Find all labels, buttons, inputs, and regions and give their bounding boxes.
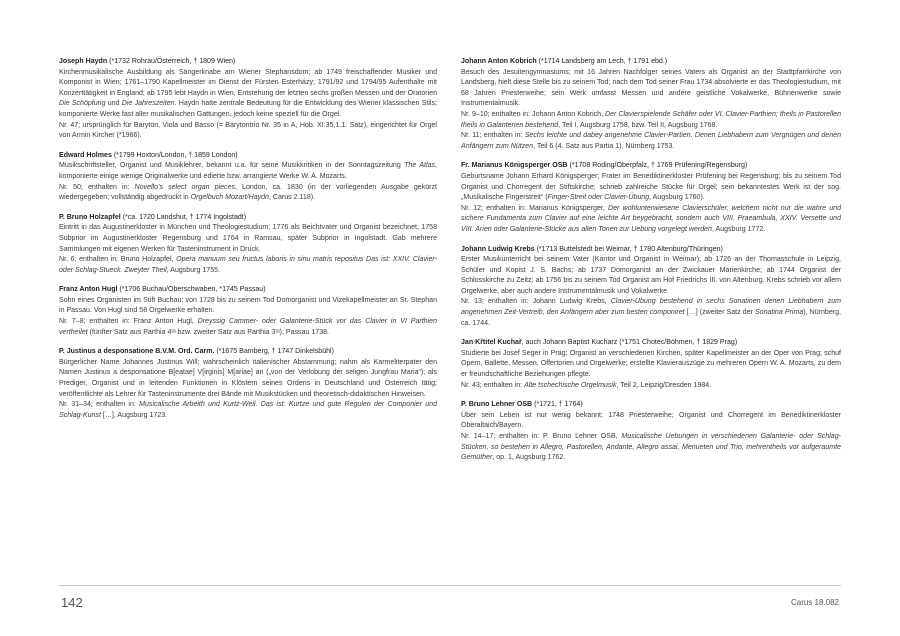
- life-dates: (*ca. 1720 Landshut, † 1774 Ingolstadt): [120, 213, 247, 221]
- entry-edward-holmes: [59, 151, 437, 204]
- italic-text: Alte tschechische Orgelmusik: [524, 381, 617, 389]
- text-run: Nr. 12; enthalten in: Marianus Königsperger,: [461, 204, 609, 212]
- entry-p-bruno-holzapfel: [59, 213, 437, 277]
- text-run: , London, ca. 1830 (in der vorliegenden Ausgabe gekürzt wiedergegeben; vollständig abgedruckt in: [59, 183, 437, 202]
- text-run: Nr. 31–34; enthalten in:: [59, 401, 140, 409]
- entry-paragraph: [59, 400, 437, 421]
- life-dates: (*1714 Landsberg am Lech, † 1791 ebd.): [536, 58, 668, 65]
- composer-name: Johann Anton Kobrich: [461, 58, 537, 65]
- text-run: , Augsburg 1755.: [166, 266, 221, 274]
- entry-heading: [59, 151, 437, 162]
- entry-heading: [59, 285, 437, 296]
- entry-johann-ludwig-krebs: [461, 245, 841, 330]
- entry-paragraph: [461, 381, 841, 392]
- left-column: [59, 57, 437, 430]
- entry-paragraph: [59, 121, 437, 142]
- text-run: […] (zweiter Satz der: [684, 309, 755, 317]
- italic-text: Die Schöpfung: [59, 100, 106, 108]
- italic-text: Musicalische Arbeith und Kurtz-Weil. Das ist: Kurtze und gute Regulen der Componier und Schlag-Kunst: [59, 401, 437, 419]
- entry-paragraph: [461, 297, 841, 329]
- composer-name: Edward Holmes: [59, 151, 112, 159]
- entry-heading: [59, 213, 437, 224]
- text-run: Nr. 14–17; enthalten in: P. Bruno Lehner OSB,: [461, 433, 622, 440]
- life-dates: (*1732 Rohrau/Österreich, † 1809 Wien): [107, 58, 236, 65]
- entry-p-justinus-a-desponsatione-b-v-m-ord-carm: [59, 347, 437, 421]
- entry-paragraph: [461, 68, 841, 110]
- italic-text: The Atlas: [404, 162, 436, 170]
- italic-text: Opera manuum seu fructus laboris in sinu matris repositus Das ist: XXIV. Clavier- oder Schlag-Stueck. Zweyter Theil: [59, 256, 437, 274]
- composer-name: Franz Anton Hugl: [59, 286, 118, 294]
- entry-paragraph: [461, 349, 841, 381]
- entry-heading: [461, 57, 841, 68]
- publisher-reference: Carus 18.082: [790, 598, 839, 607]
- footer-rule: [59, 585, 841, 586]
- text-run: […], Augsburg 1723.: [100, 411, 168, 419]
- entry-paragraph: [59, 223, 437, 255]
- italic-text: Sonatina Prima: [754, 309, 804, 317]
- italic-text: Musicalische Uebungen in verschiedenen Galanterie- oder Schlag-Stücken, so bestehen in Allegro, Pastorellen, Andante, Allegro assai, Menueten und Trio, mehrentheils vor aufgeraumte Gemüther: [461, 433, 841, 462]
- text-run: Nr. 6; enthalten in: Bruno Holzapfel,: [59, 256, 177, 264]
- entry-p-bruno-lehner-osb: [461, 400, 841, 464]
- entry-paragraph: [461, 204, 841, 236]
- entry-paragraph: [59, 183, 437, 204]
- text-run: Nr. 7–8; enthalten in: Franz Anton Hugl,: [59, 318, 198, 326]
- text-run: Musikschriftsteller, Organist und Musiklehrer, bekannt u.a. für seine Musikkritiken in der Sonntagszeitung: [59, 162, 405, 170]
- entry-paragraph: [461, 110, 841, 131]
- life-dates: (*1799 Hoxton/London, † 1859 London): [111, 151, 238, 159]
- life-dates: (*1713 Buttelstedt bei Weimar, † 1780 Altenburg/Thüringen): [534, 245, 723, 253]
- italic-text: Clavier-Ubung bestehend in sechs Sonatinen denen Liebhabern zum angenehmen Zeit-Vertreib, den Anfängern aber zum besten componiret: [461, 298, 842, 317]
- text-run: Nr. 43; enthalten in:: [461, 381, 525, 389]
- entry-paragraph: [59, 358, 437, 400]
- text-run: Nr. 13; enthalten in: Johann Ludwig Krebs,: [461, 298, 611, 306]
- italic-text: Die Jahreszeiten: [121, 100, 175, 108]
- entry-franz-anton-hugl: [59, 285, 437, 338]
- text-run: , Augsburg 1772.: [711, 225, 766, 233]
- composer-name: Jan Křtitel Kuchař: [461, 339, 522, 347]
- entry-heading: [461, 245, 841, 256]
- composer-name: P. Justinus a desponsatione B.V.M. Ord. Carm.: [59, 348, 215, 356]
- entry-heading: [461, 338, 841, 349]
- italic-text: Sechs leichte und dabey angenehme Clavier-Partien. Denen Liebhabern zum Vergnügen und denen Anfängern zum Nützen: [461, 132, 841, 150]
- entry-joseph-haydn: [59, 57, 437, 142]
- text-run: Nr. 11; enthalten in:: [461, 132, 525, 140]
- composer-name: Fr. Marianus Königsperger OSB: [461, 162, 568, 170]
- italic-text: Dreyssig Cammer- oder Galanterie-Stück vor das Clavier in VI Parthien vertheilet: [59, 318, 437, 336]
- entry-paragraph: [59, 68, 437, 121]
- text-run: , komponierte einige wenige Originalwerke und edierte bzw. arrangierte Werke W. A. Mozarts.: [59, 162, 437, 180]
- text-run: Bürgerlicher Name Johannes Justinus Will; wahrscheinlich italienischer Abstammung; nahm als Karmeliterpater den Namen Justinus a desponsatione B[eatae] V[irginis] M[ariae] an („von der Verlobung der seligen Jungfrau Maria“); als Prediger, Organist und in leitenden Funktionen in Klöstern seines Ordens in Deutschland und Österreich tätig; veröffentlichte als Lehrer für Tasteninstrumente drei Bände mit Musikstücken und theoretisch-didaktischen Hinweisen.: [59, 358, 437, 398]
- text-run: . Haydn hatte zentrale Bedeutung für die Entwicklung des Wiener klassischen Stils; komponierte Werke fast aller musikalischen Gattungen, jedoch keine speziell für die Orgel.: [59, 100, 437, 118]
- text-run: Nr. 50; enthalten in:: [59, 183, 135, 191]
- entry-johann-anton-kobrich: [461, 57, 841, 152]
- text-run: , Teil 2, Leipzig/Dresden 1984.: [616, 381, 712, 389]
- entry-heading: [59, 347, 437, 358]
- text-run: , Augsburg 1760).: [649, 194, 705, 202]
- life-dates: (*1675 Bamberg, † 1747 Dinkelsbühl): [214, 348, 334, 356]
- life-dates: , auch Johann Baptist Kucharz (*1751 Chotec/Böhmen, † 1829 Prag): [521, 339, 738, 347]
- italic-text: Der Clavierspielende Schäfer oder VI. Clavier-Parthien; theils in Pastorellen theils in Galanterien bestehend: [461, 110, 842, 129]
- entry-paragraph: [461, 131, 841, 152]
- page-number: 142: [61, 595, 83, 610]
- composer-name: Johann Ludwig Krebs: [461, 245, 535, 253]
- italic-text: Der wohlunterwiesene Clavierschüler, welchem nicht nur die wahre und sichere Fundamenta zum Clavier auf eine leichte Art beygebracht, sondern auch VIII. Praeambula, XXIV. Versette und VIII. Arien oder Galanterie-Stücke aus allen Tonen zur Uebung vorgelegt werden: [461, 204, 841, 233]
- entry-heading: [461, 161, 841, 172]
- text-run: , Teil I, Augsburg 1758, bzw. Teil II, Augsburg 1768.: [558, 121, 718, 129]
- text-run: Nr. 47; ursprünglich für Baryton, Viola und Basso (= Barytontrio Nr. 35 in A, Hob. XI:35,1.1. Satz), eingerichtet für Orgel von Armin Kircher (*1966).: [59, 121, 437, 140]
- text-run: Geburtsname Johann Erhard Königsperger; Frater im Benediktinerkloster Prüfening bei Regensburg; bis zu seinem Tod Organist und Chorregent der Stiftskirche; schrieb zahlreiche Stücke für Orgel; sein bekanntestes Werk ist der sog. „Musikalische Fingerstreit“ (: [461, 172, 841, 202]
- text-run: ), Nürnberg, ca. 1744.: [461, 309, 841, 327]
- composer-name: Joseph Haydn: [59, 58, 108, 65]
- right-column: [461, 57, 841, 473]
- text-run: und: [105, 100, 122, 108]
- entry-paragraph: [461, 255, 841, 297]
- entry-paragraph: [59, 255, 437, 276]
- text-run: Besuch des Jesuitengymnasiums; mit 16 Jahren Nachfolger seines Vaters als Organist an der Stadtpfarrkirche von Landsberg, hielt diese Stelle bis zu seinem Tod; nach dem Tod seiner Frau 1734 absolvierte er das Theologiestudium, mit 68 Jahren Priesterweihe; sein Werk umfasst Messen und andere geistliche Vokalwerke, Bühnenwerke sowie Instrumentalmusik.: [461, 68, 841, 108]
- text-run: , Teil 6 (4. Satz aus Partia 1), Nürnberg 1753.: [533, 142, 675, 150]
- life-dates: (*1708 Roding/Oberpfalz, † 1769 Prüfening/Regensburg): [567, 162, 748, 170]
- italic-text: Finger-Streit oder Clavier-Übung: [547, 194, 650, 202]
- entry-fr-marianus-konigsperger-osb: [461, 161, 841, 235]
- entry-jan-krtitel-kuchar: [461, 338, 841, 391]
- text-run: (fünfter Satz aus Parthia 4ᵗᵃ bzw. zweiter Satz aus Parthia 3ᵗᵃ), Passau 1738.: [87, 328, 329, 336]
- entry-paragraph: [59, 317, 437, 338]
- life-dates: (*1706 Buchau/Oberschwaben, *1745 Passau): [117, 286, 266, 294]
- entry-paragraph: [59, 296, 437, 317]
- entry-heading: [461, 400, 841, 411]
- text-run: Sohn eines Organisten im Stift Buchau; von 1728 bis zu seinem Tod Domorganist und Vizekapellmeister an St. Stephan in Passau. Von Hugl sind 58 Orgelwerke erhalten.: [59, 296, 437, 315]
- entry-paragraph: [461, 411, 841, 432]
- text-run: Erster Musikunterricht bei seinem Vater (Kantor und Organist in Weimar); ab 1726 an der Thomasschule in Leipzig, Schüler und Kopist J. S. Bachs; ab 1737 Domorganist an der Zwickauer Marienkirche; ab 1744 Organist der Schlosskirche zu Zeitz; ab 1756 bis zu seinem Tod Organist am Hof Friedrichs III. von Altenburg. Krebs schrieb vor allem Orgelwerke, aber auch andere Instrumentalmusik und Vokalwerke.: [461, 256, 841, 295]
- text-run: Studierte bei Josef Seger in Prag; Organist an verschiedenen Kirchen, später Kapellmeister an der Oper von Prag; schuf Opern, Ballette, Messen, Offertorien und Orgelwerke; erstellte Klavierauszüge zu mehreren Opern W. A. Mozarts, zu dem er freundschaftliche Beziehungen pflegte.: [461, 349, 841, 379]
- composer-name: P. Bruno Holzapfel: [59, 213, 121, 221]
- italic-text: Novello’s select organ pieces: [134, 183, 236, 191]
- text-run: , Carus 2.118).: [268, 194, 316, 202]
- entry-paragraph: [461, 432, 841, 464]
- italic-text: Orgelbuch Mozart/Haydn: [190, 194, 269, 202]
- life-dates: (*1721, † 1764): [532, 401, 583, 409]
- entry-heading: [59, 57, 437, 68]
- text-run: Nr. 9–10; enthalten in: Johann Anton Kobrich,: [461, 110, 606, 118]
- composer-name: P. Bruno Lehner OSB: [461, 401, 533, 409]
- entry-paragraph: [461, 172, 841, 204]
- text-run: Über sein Leben ist nur wenig bekannt; 1748 Priesterweihe; Organist und Chorregent im Benediktinerkloster Oberaltaich/Bayern.: [461, 411, 841, 430]
- text-run: Eintritt in das Augustinerkloster in München und Theologiestudium; 1776 als Beichtvater und Organist bezeichnet; 1758 Subprior im Augustinerkloster Regensburg und 1764 in Ramsau, später Subprior in Ingolstadt. Gab mehrere Sammlungen mit eigenen Werken für Tasteninstrument in Druck.: [59, 224, 437, 253]
- text-run: , op. 1, Augsburg 1762.: [492, 454, 566, 462]
- entry-paragraph: [59, 161, 437, 182]
- text-run: Kirchenmusikalische Ausbildung als Sängerknabe am Wiener Stephansdom; ab 1749 freischaffender Musiker und Komponist in Wien; 1761–1790 Kapellmeister im Dienst der Fürsten Esterházy; 1791/92 und 1794/95 Aufenthalte mit Konzerttätigkeit in England; ab 1795 lebt Haydn in Wien, Entstehung der letzten sechs großen Messen und der Oratorien: [59, 68, 437, 97]
